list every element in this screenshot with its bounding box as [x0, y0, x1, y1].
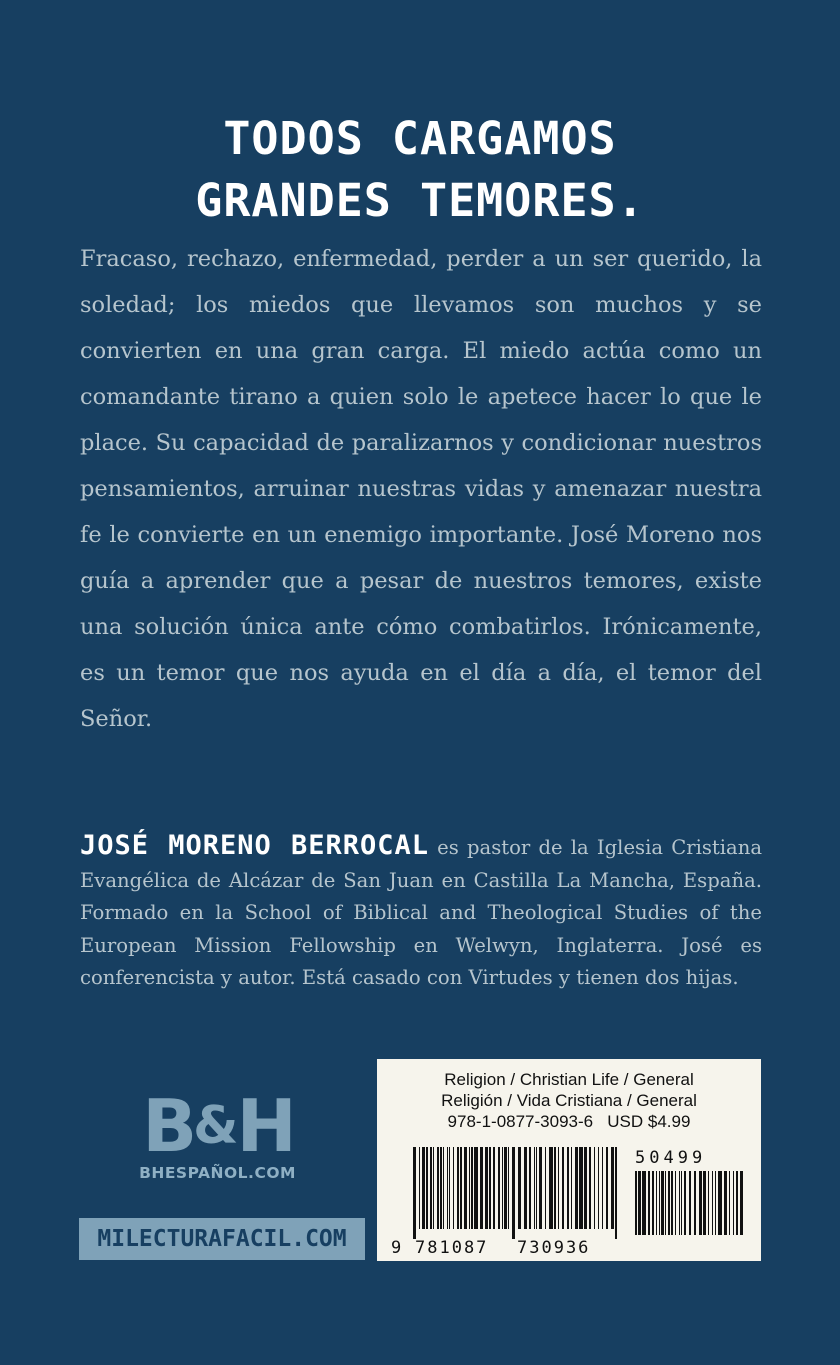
- barcode-bar: [740, 1171, 743, 1235]
- barcode-bar: [668, 1171, 670, 1235]
- barcode-bar: [489, 1147, 491, 1229]
- category-english: Religion / Christian Life / General: [444, 1070, 694, 1089]
- barcode-bar: [652, 1171, 654, 1235]
- barcode-bar: [638, 1171, 641, 1235]
- barcode-bar: [474, 1147, 478, 1229]
- headline-line-2: GRANDES TEMORES.: [195, 174, 645, 227]
- barcode-bar: [498, 1147, 500, 1229]
- blurb: [80, 236, 762, 742]
- barcode-box: [377, 1059, 761, 1261]
- barcode-addon-digits: 50499: [635, 1148, 707, 1168]
- barcode-bar: [611, 1147, 614, 1229]
- barcode-bar: [422, 1147, 425, 1229]
- barcode-bar: [584, 1147, 587, 1229]
- barcode-bar: [642, 1171, 646, 1235]
- blurb-text: Fracaso, rechazo, enfermedad, perder a un ser querido, la soledad; los miedos que llevamos son muchos y se convierten en una gran carga. El miedo actúa como un comandante tirano a quien solo le apetece hacer lo que le place. Su capacidad de paralizarnos y condicionar nuestros pensamientos, arruinar nuestras vidas y amenazar nuestra fe le convierte en un enemigo importante. José Moreno nos guía a aprender que a pesar de nuestros temores, existe una solución única ante cómo combatirlos. Irónicamente, es un temor que nos ayuda en el día a día, el temor del Señor.: [80, 246, 762, 732]
- barcode-bar: [502, 1147, 503, 1229]
- barcode-digits-right: 730936: [517, 1238, 591, 1258]
- barcode-bar: [504, 1147, 507, 1229]
- barcode-bar: [518, 1147, 521, 1229]
- barcode-bar: [656, 1171, 657, 1235]
- barcode-bar: [665, 1171, 666, 1235]
- barcode-bar: [708, 1171, 709, 1235]
- barcode-bar: [694, 1171, 696, 1235]
- barcode-bar: [508, 1147, 509, 1229]
- barcode-bar: [471, 1147, 473, 1229]
- author-bio-text: es pastor de la Iglesia Cristiana Evangélica de Alcázar de San Juan en Castilla La Mancha, España. Formado en la School of Biblical and Theological Studies of the European Mission Fellowship en Welwyn, Inglaterra. José es conferencista y autor. Está casado con Virtudes y tienen dos hijas.: [80, 836, 763, 989]
- barcode-bar: [615, 1147, 617, 1239]
- site-label[interactable]: MILECTURAFACIL.COM: [79, 1218, 365, 1260]
- barcode-bar: [736, 1171, 738, 1235]
- barcode-bar: [681, 1171, 682, 1235]
- author-bio: [80, 830, 762, 995]
- isbn-price: 978-1-0877-3093-6 USD $4.99: [447, 1112, 691, 1131]
- logo-letter-b: B: [142, 1084, 194, 1168]
- barcode-bars-addon: [635, 1171, 743, 1235]
- barcode-digits-left: 781087: [415, 1238, 489, 1258]
- barcode-bar: [594, 1147, 595, 1229]
- barcode-bar: [549, 1147, 553, 1229]
- logo-letter-h: H: [236, 1084, 293, 1168]
- barcode-bar: [464, 1147, 467, 1229]
- barcode-bar: [635, 1171, 637, 1235]
- barcode-bar: [718, 1171, 722, 1235]
- barcode-bar: [485, 1147, 488, 1229]
- barcode-bar: [661, 1171, 664, 1235]
- barcode-bar: [524, 1147, 527, 1229]
- barcode-bars-main: [413, 1147, 617, 1239]
- barcode-bar: [480, 1147, 483, 1229]
- barcode-bar: [554, 1147, 556, 1229]
- barcode-bar: [534, 1147, 535, 1229]
- barcode-lead-digit: 9: [391, 1238, 402, 1258]
- barcode-bar: [512, 1147, 515, 1239]
- barcode-bar: [589, 1147, 591, 1229]
- barcode-bar: [602, 1147, 603, 1229]
- barcode-bar: [724, 1171, 727, 1235]
- barcode-bar: [606, 1147, 608, 1229]
- barcode-bar: [430, 1147, 432, 1229]
- barcode-bar: [545, 1147, 546, 1229]
- barcode-bar: [562, 1147, 564, 1229]
- logo-ampersand: &: [193, 1096, 237, 1156]
- barcode-bar: [433, 1147, 434, 1229]
- barcode-bar: [469, 1147, 470, 1229]
- bh-logo-mark: [130, 1084, 305, 1168]
- barcode-bar: [715, 1171, 716, 1235]
- barcode-bar: [437, 1147, 439, 1229]
- barcode-bar: [675, 1171, 676, 1235]
- barcode-bar: [671, 1171, 673, 1235]
- barcode-bar: [579, 1147, 583, 1229]
- barcode-bar: [529, 1147, 531, 1229]
- barcode-bar: [449, 1147, 450, 1229]
- barcode-graphic: [377, 1059, 761, 1261]
- publisher-url[interactable]: BHESPAÑOL.COM: [139, 1164, 296, 1182]
- publisher-logo: [130, 1084, 305, 1182]
- barcode-bar: [460, 1147, 462, 1229]
- barcode-bar: [689, 1171, 691, 1235]
- headline: [0, 108, 840, 232]
- barcode-bar: [493, 1147, 495, 1229]
- barcode-bar: [413, 1147, 416, 1239]
- barcode-bar: [679, 1171, 680, 1235]
- barcode-bar: [419, 1147, 420, 1229]
- barcode-bar: [571, 1147, 572, 1229]
- barcode-bar: [558, 1147, 559, 1229]
- barcode-bar: [567, 1147, 569, 1229]
- barcode-bar: [536, 1147, 537, 1229]
- barcode-bar: [659, 1171, 660, 1235]
- barcode-bar: [453, 1147, 454, 1229]
- barcode-bar: [440, 1147, 442, 1229]
- headline-line-1: TODOS CARGAMOS: [223, 112, 617, 165]
- barcode-bar: [457, 1147, 459, 1229]
- barcode-bar: [426, 1147, 428, 1229]
- barcode-bar: [684, 1171, 686, 1235]
- barcode-bar: [443, 1147, 444, 1229]
- barcode-bar: [712, 1171, 713, 1235]
- barcode-bar: [729, 1171, 730, 1235]
- barcode-bar: [699, 1171, 702, 1235]
- author-name: JOSÉ MORENO BERROCAL: [80, 830, 429, 861]
- barcode-bar: [575, 1147, 578, 1229]
- barcode-bar: [539, 1147, 542, 1229]
- barcode-bar: [733, 1171, 734, 1235]
- barcode-bar: [598, 1147, 599, 1229]
- barcode-bar: [447, 1147, 448, 1229]
- barcode-bar: [648, 1171, 650, 1235]
- category-spanish: Religión / Vida Cristiana / General: [441, 1091, 697, 1110]
- barcode-bar: [703, 1171, 706, 1235]
